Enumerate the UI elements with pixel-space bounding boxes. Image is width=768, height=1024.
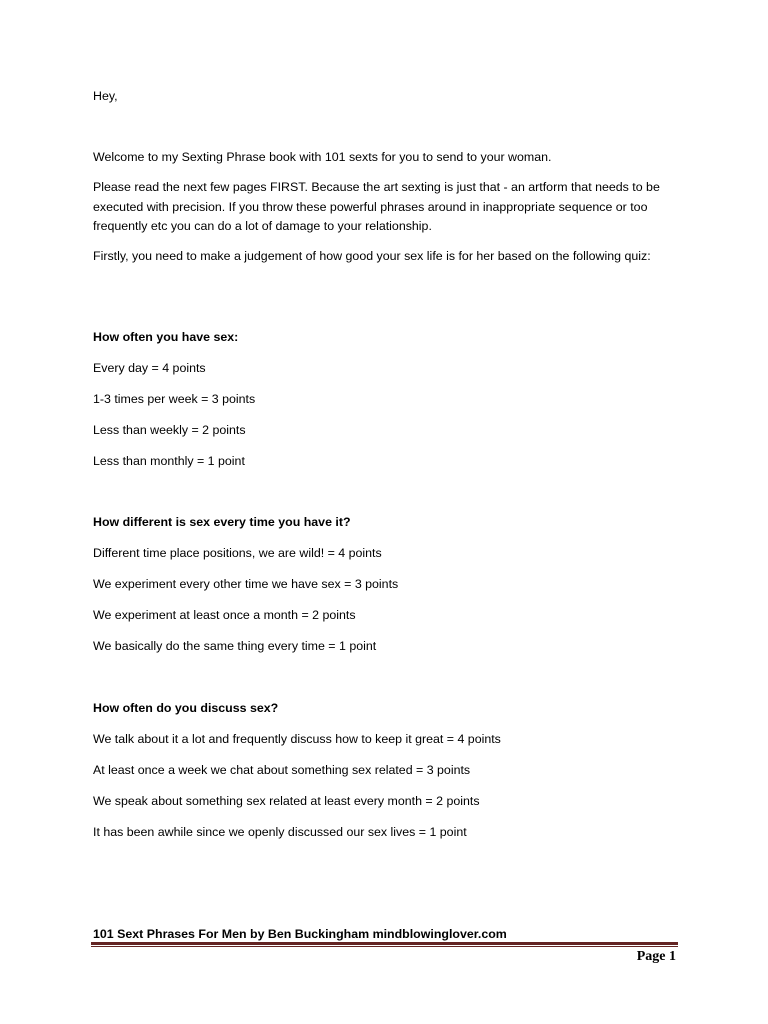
quiz-option: 1-3 times per week = 3 points [93, 392, 256, 406]
quiz-option: Less than monthly = 1 point [93, 454, 245, 468]
intro-paragraph-2: Please read the next few pages FIRST. Because the art sexting is just that - an artform that needs to be executed with precision. If you throw these powerful phrases around in inappropriate sequence or too frequently etc you can do a lot of damage to your relationship. [93, 180, 660, 233]
greeting: Hey, [93, 89, 118, 103]
intro-paragraph-1: Welcome to my Sexting Phrase book with 101 sexts for you to send to your woman. [93, 150, 552, 164]
quiz-option: Different time place positions, we are wild! = 4 points [93, 546, 382, 560]
quiz-option: Every day = 4 points [93, 361, 206, 375]
quiz-option: It has been awhile since we openly discussed our sex lives = 1 point [93, 825, 467, 839]
quiz-option: We speak about something sex related at least every month = 2 points [93, 794, 480, 808]
quiz-option: We experiment at least once a month = 2 points [93, 608, 356, 622]
footer-rule-thin [91, 946, 678, 947]
page-number: Page 1 [636, 949, 676, 964]
quiz-question-1: How often you have sex: [93, 330, 239, 344]
footer-rule-thick [91, 942, 678, 945]
quiz-option: We talk about it a lot and frequently discuss how to keep it great = 4 points [93, 732, 501, 746]
quiz-option: We experiment every other time we have sex = 3 points [93, 577, 399, 591]
intro-paragraph-3: Firstly, you need to make a judgement of how good your sex life is for her based on the following quiz: [93, 249, 651, 263]
quiz-question-2: How different is sex every time you have it? [93, 515, 351, 529]
quiz-question-3: How often do you discuss sex? [93, 701, 279, 715]
quiz-option: At least once a week we chat about something sex related = 3 points [93, 763, 471, 777]
quiz-option: Less than weekly = 2 points [93, 423, 246, 437]
footer-text: 101 Sext Phrases For Men by Ben Buckingham mindblowinglover.com [93, 927, 507, 941]
quiz-option: We basically do the same thing every time = 1 point [93, 639, 377, 653]
